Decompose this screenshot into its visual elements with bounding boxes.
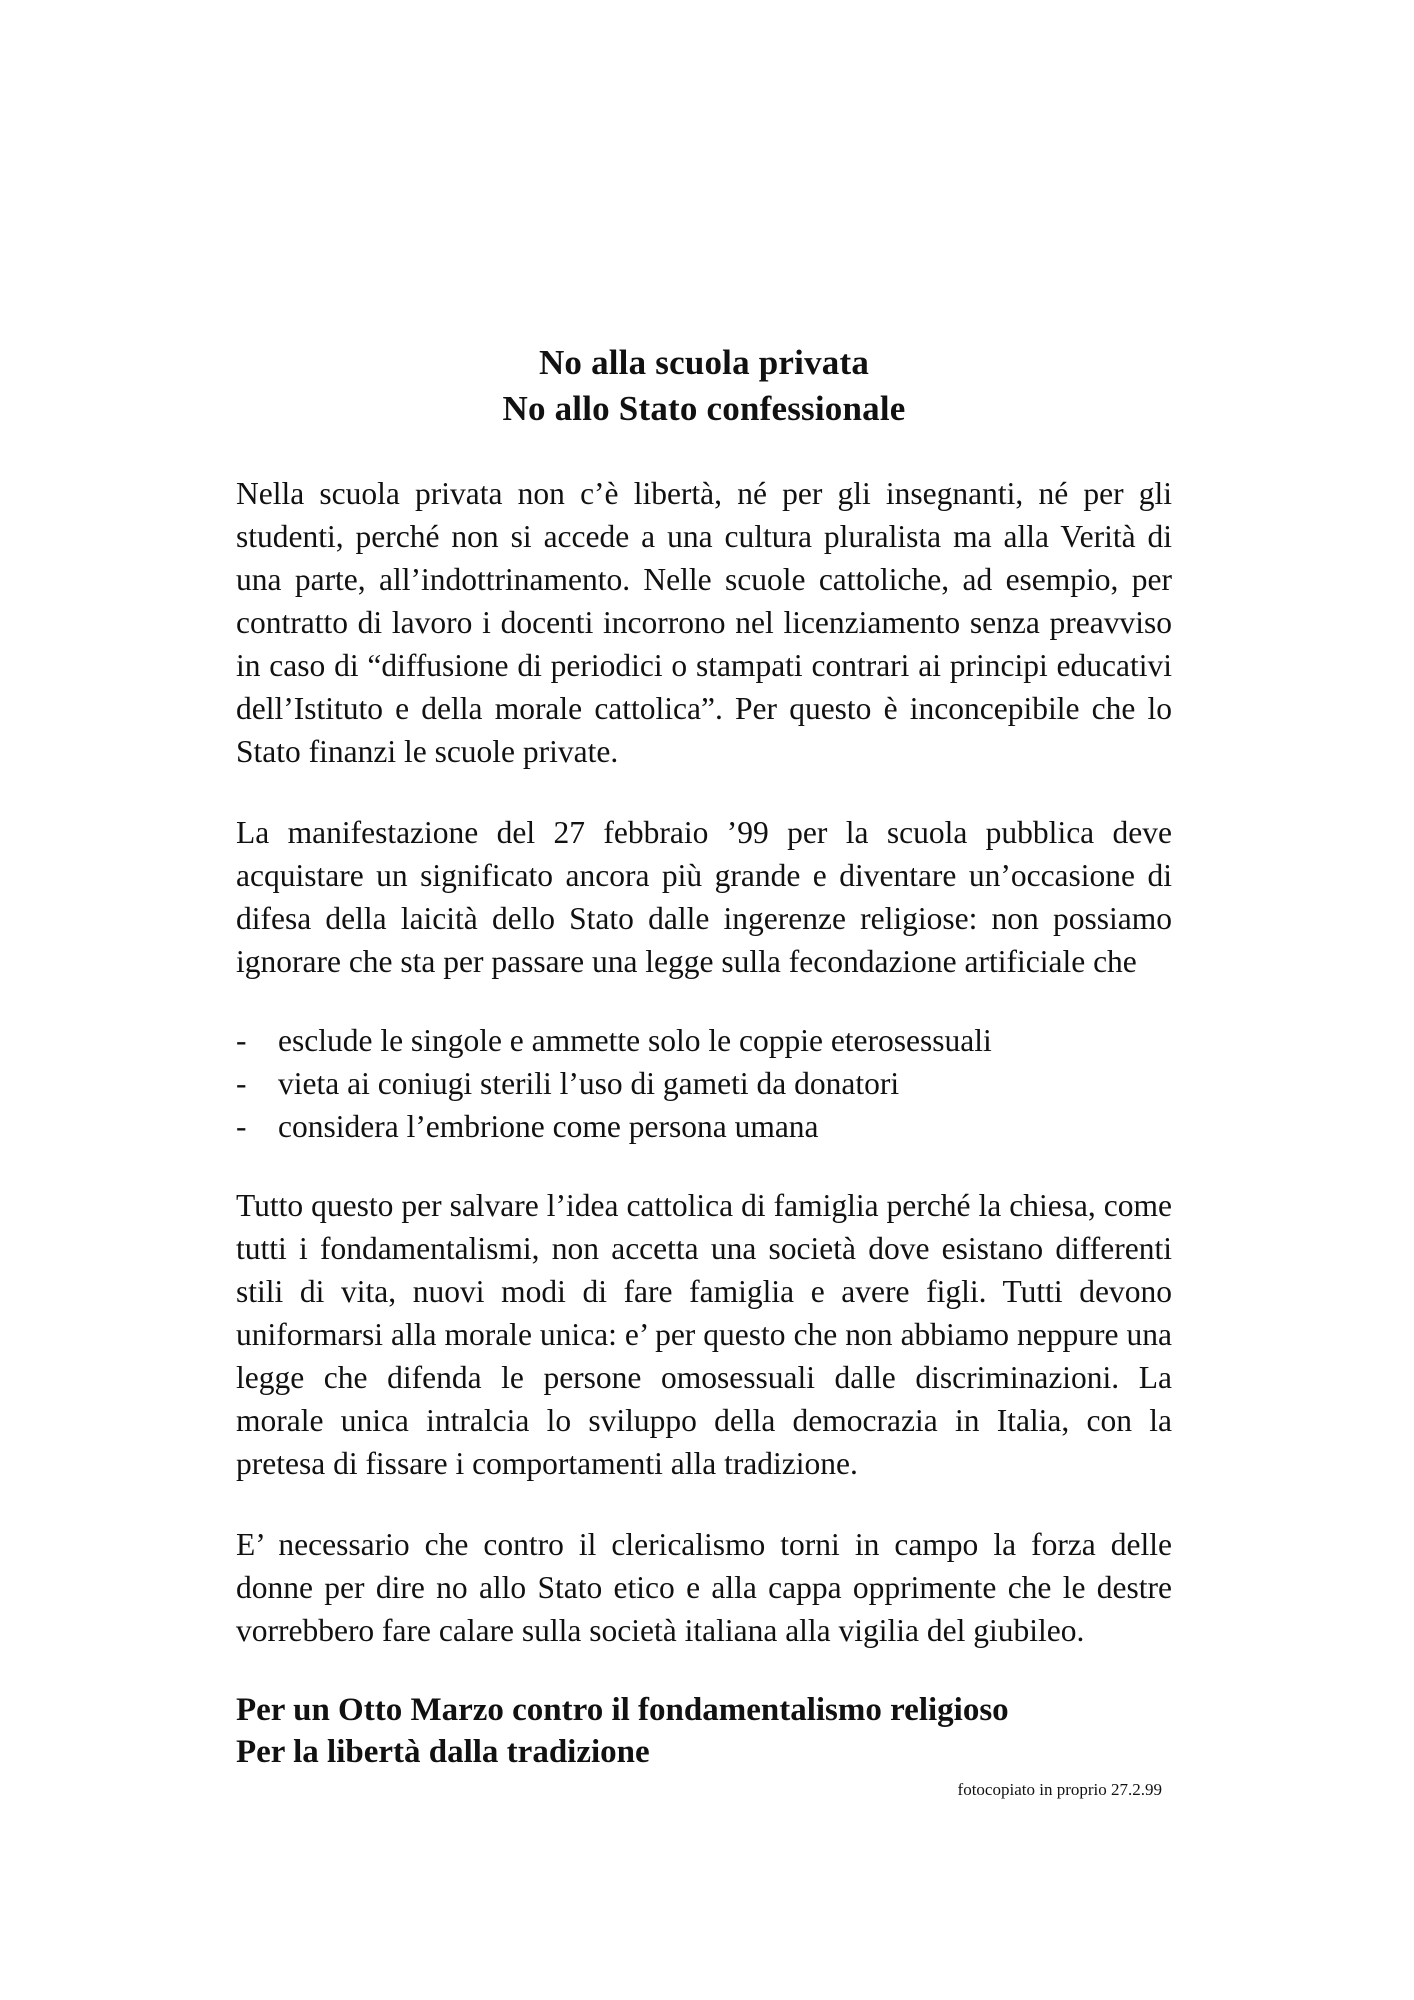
slogan-line-2: Per la libertà dalla tradizione [236,1733,650,1770]
demands-list [236,1020,1172,1149]
paragraph-1: Nella scuola privata non c’è libertà, né per gli insegnanti, né per gli studenti, perché non si accede a una cultura pluralista ma alla Verità di una parte, all’indottrinamento. Nelle scuole cattoliche, ad esempio, per contratto di lavoro i docenti incorrono nel licenziamento senza preavviso in caso di “diffusione di periodici o stampati contrari ai principi educativi dell’Istituto e della morale cattolica”. Per questo è inconcepibile che lo Stato finanzi le scuole private. [236,476,1172,769]
paragraph-2: La manifestazione del 27 febbraio ’99 per la scuola pubblica deve acquistare un significato ancora più grande e diventare un’occasione di difesa della laicità dello Stato dalle ingerenze religiose: non possiamo ignorare che sta per passare una legge sulla fecondazione artificiale che [236,814,1172,979]
list-item [236,1020,1172,1063]
spacer [236,774,1172,812]
spacer [236,1486,1172,1524]
spacer [236,435,1172,473]
footnote-print-note: fotocopiato in proprio 27.2.99 [957,1780,1162,1800]
list-item [236,1063,1172,1106]
bullet-dash-icon: - [236,1022,247,1058]
list-item [236,1106,1172,1149]
paragraph-3: Tutto questo per salvare l’idea cattolica di famiglia perché la chiesa, come tutti i fondamentalismi, non accetta una società dove esistano differenti stili di vita, nuovi modi di fare famiglia e avere figli. Tutti devono uniformarsi alla morale unica: e’ per questo che non abbiamo neppure una legge che difenda le persone omosessuali dalle discriminazioni. La morale unica intralcia lo sviluppo della democrazia in Italia, con la pretesa di fissare i comportamenti alla tradizione. [236,1187,1172,1481]
bullet-dash-icon: - [236,1065,247,1101]
spacer [236,1653,1172,1689]
title-line-2: No allo Stato confessionale [502,388,906,428]
list-item-label: esclude le singole e ammette solo le coppie eterosessuali [278,1022,992,1058]
page-title [236,340,1172,431]
list-item-label: vieta ai coniugi sterili l’uso di gameti da donatori [278,1065,900,1101]
list-item-label: considera l’embrione come persona umana [278,1108,819,1144]
spacer [236,984,1172,1020]
bullet-dash-icon: - [236,1108,247,1144]
document-content [236,340,1172,1801]
slogan-line-1: Per un Otto Marzo contro il fondamentalismo religioso [236,1691,1009,1728]
title-line-1: No alla scuola privata [538,343,870,382]
spacer [236,1149,1172,1185]
paragraph-4: E’ necessario che contro il clericalismo torni in campo la forza delle donne per dire no allo Stato etico e alla cappa opprimente che le destre vorrebbero fare calare sulla società italiana alla vigilia del giubileo. [236,1526,1172,1648]
